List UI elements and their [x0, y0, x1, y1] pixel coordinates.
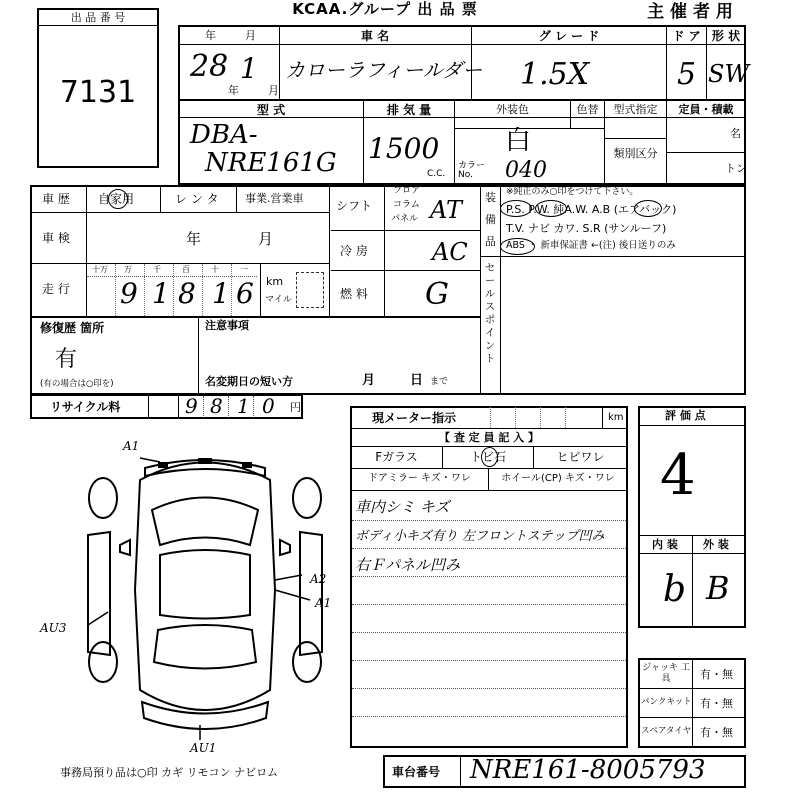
tobi-ishi-label: トビ石 — [469, 450, 506, 464]
exterior-value: B — [706, 569, 730, 607]
inspector-section-label: 【 査 定 員 記 入 】 — [439, 431, 539, 444]
digit-label-10k: 万 — [124, 265, 132, 274]
year-label: 年 — [205, 29, 216, 42]
persons-unit: 名 — [730, 127, 741, 140]
ac-value: AC — [432, 238, 468, 266]
digit-label-1k: 千 — [153, 265, 161, 274]
diagram-mark-front: A1 — [123, 439, 140, 453]
mileage-unit-km: km — [266, 275, 284, 288]
color-change-label: 色替 — [576, 103, 599, 116]
body-type-value: SW — [708, 60, 750, 88]
diagram-footer: 事務局預り品は○印 カギ リモコン ナビロム — [60, 766, 279, 779]
name-change-label: 名変期日の短い方 — [205, 375, 293, 388]
mileage-digit-100: 8 — [178, 277, 196, 310]
color-no-value: 040 — [505, 158, 547, 183]
cc-label: C.C. — [427, 169, 446, 179]
pw-circle — [535, 200, 567, 217]
equipment-label-1: 装 — [485, 191, 496, 204]
door-mirror-label: ドアミラー キズ・ワレ — [368, 473, 471, 484]
hibi-ware-label: ヒビワレ — [556, 450, 605, 464]
history-option-private[interactable]: 自家用 — [98, 192, 135, 206]
tobi-circle — [481, 447, 498, 467]
tool-jack-value[interactable]: 有・無 — [700, 668, 733, 681]
tons-unit: トン — [725, 162, 747, 175]
repair-value: 有 — [55, 347, 78, 372]
organizer-label: 主 催 者 用 — [647, 2, 733, 22]
shift-label: シフト — [336, 199, 373, 213]
name-change-month: 月 — [362, 373, 376, 388]
equipment-label-3: 品 — [485, 235, 496, 248]
car-name-value: カローラフィールダー — [285, 58, 483, 82]
diagram-mark-right-1: A2 — [310, 572, 327, 586]
sales-point-label: セ ー ル ス ポ イ ン ト — [485, 263, 495, 365]
body-type-label: 形 状 — [711, 29, 741, 43]
displacement-label: 排 気 量 — [386, 103, 432, 117]
interior-label: 内 装 — [652, 538, 678, 551]
interior-value: b — [663, 569, 687, 610]
repair-note: (有の場合は○印を) — [40, 379, 114, 389]
tool-jack-label: ジャッキ 工具 — [642, 663, 690, 684]
digit-label-100: 百 — [182, 265, 190, 274]
tool-spare-value[interactable]: 有・無 — [700, 726, 733, 739]
tool-puncture-label: パンクキット — [641, 697, 692, 707]
shift-option-floor[interactable]: フロア — [393, 186, 421, 196]
mileage-label: 走 行 — [42, 282, 70, 296]
mileage-digit-1k: 1 — [152, 277, 170, 310]
model-value-1: DBA- — [190, 120, 258, 150]
notes-label: 注意事項 — [205, 319, 249, 332]
capacity-label: 定員・積載 — [678, 103, 734, 116]
name-change-until: まで — [430, 377, 449, 387]
diagram-mark-right-2: A1 — [315, 596, 332, 610]
displacement-value: 1500 — [368, 132, 440, 165]
lot-number-label: 出 品 番 号 — [70, 11, 126, 24]
diagram-mark-left: AU3 — [40, 621, 67, 635]
month-label: 月 — [245, 29, 256, 42]
equipment-note: ※純正のみ○印をつけて下さい。 — [506, 187, 639, 197]
digit-label-10: 十 — [211, 265, 219, 274]
recycle-digit-4: 0 — [262, 394, 275, 418]
exterior-color-value: 白 — [505, 126, 532, 156]
fuel-value: G — [425, 277, 449, 312]
history-selected-circle — [108, 189, 128, 209]
shift-option-panel[interactable]: パネル — [391, 214, 419, 224]
equipment-label-2: 備 — [485, 213, 496, 226]
form-title: KCAA.グループ 出 品 票 — [292, 0, 478, 18]
exterior-label: 外 装 — [703, 538, 729, 551]
inspection-year: 年 — [186, 230, 202, 248]
lot-number: 7131 — [59, 75, 137, 110]
mile-checkbox[interactable] — [296, 272, 324, 308]
digit-label-100k: 十万 — [92, 265, 108, 274]
name-change-day: 日 — [410, 373, 424, 388]
shift-option-column[interactable]: コラム — [393, 200, 420, 210]
mileage-digit-10k: 9 — [120, 277, 138, 310]
mileage-digit-10: 1 — [212, 277, 230, 310]
repair-label: 修復歴 箇所 — [40, 321, 105, 335]
abs-circle — [500, 238, 535, 255]
month-unit: 月 — [268, 84, 279, 97]
wheel-label: ホイール(CP) キズ・ワレ — [501, 473, 615, 484]
history-label: 車 歴 — [42, 192, 70, 206]
score-value: 4 — [660, 443, 696, 508]
car-diagram — [70, 440, 340, 760]
equipment-line-1: P.S. P.W. 純A.W. A.B (エアバック) — [506, 203, 677, 216]
year-unit: 年 — [228, 84, 239, 97]
tool-puncture-value[interactable]: 有・無 — [700, 697, 733, 710]
model-label: 型 式 — [256, 103, 286, 117]
tool-spare-label: スペアタイヤ — [641, 726, 692, 736]
chassis-value: NRE161-8005793 — [470, 755, 706, 785]
ab-circle — [634, 200, 662, 217]
doors-label: ド ア — [672, 29, 701, 43]
grade-value: 1.5X — [520, 57, 590, 92]
model-value-2: NRE161G — [205, 148, 337, 178]
ps-circle — [500, 200, 532, 217]
comment-line-1: 車内シミ キズ — [355, 498, 450, 516]
f-glass-label: Fガラス — [375, 450, 418, 464]
model-designation-label: 型式指定 — [613, 103, 658, 116]
score-label: 評 価 点 — [665, 409, 706, 422]
ac-label: 冷 房 — [340, 244, 368, 258]
exterior-color-label: 外装色 — [496, 103, 529, 116]
shift-value: AT — [430, 196, 463, 224]
digit-label-1: 一 — [240, 265, 248, 274]
inspection-month: 月 — [258, 230, 274, 248]
month-value: 1 — [240, 52, 258, 85]
grade-label: グ レ ー ド — [538, 29, 600, 43]
meter-label: 現メーター指示 — [372, 411, 457, 425]
mileage-unit-mile: マイル — [265, 295, 292, 305]
recycle-digit-3: 1 — [237, 394, 250, 418]
diagram-mark-rear: AU1 — [190, 741, 217, 755]
meter-km: km — [608, 412, 624, 423]
inspection-label: 車 検 — [42, 231, 70, 245]
recycle-digit-1: 9 — [185, 394, 198, 418]
color-no-label: カラー No. — [458, 161, 486, 180]
equipment-line-2: T.V. ナビ カワ. S.R (サンルーフ) — [506, 222, 667, 235]
recycle-unit: 円 — [290, 401, 301, 414]
car-name-label: 車 名 — [360, 29, 390, 43]
history-option-rental[interactable]: レ ン タ — [175, 192, 219, 206]
history-option-business[interactable]: 事業.営業車 — [245, 192, 304, 205]
year-value: 28 — [190, 49, 229, 84]
doors-value: 5 — [677, 57, 697, 92]
mileage-digit-1: 6 — [236, 277, 254, 310]
chassis-label: 車台番号 — [392, 765, 441, 779]
comment-line-2: ボディ小キズ有り 左フロントステップ凹み — [355, 529, 605, 544]
category-label: 類別区分 — [613, 147, 658, 160]
comment-line-3: 右Ｆパネル凹み — [355, 556, 461, 574]
recycle-label: リサイクル料 — [50, 400, 121, 414]
recycle-digit-2: 8 — [210, 394, 223, 418]
equipment-line-3: ABS ・ 新車保証書 ←(注) 後日送りのみ — [506, 240, 676, 251]
fuel-label: 燃 料 — [340, 287, 368, 301]
